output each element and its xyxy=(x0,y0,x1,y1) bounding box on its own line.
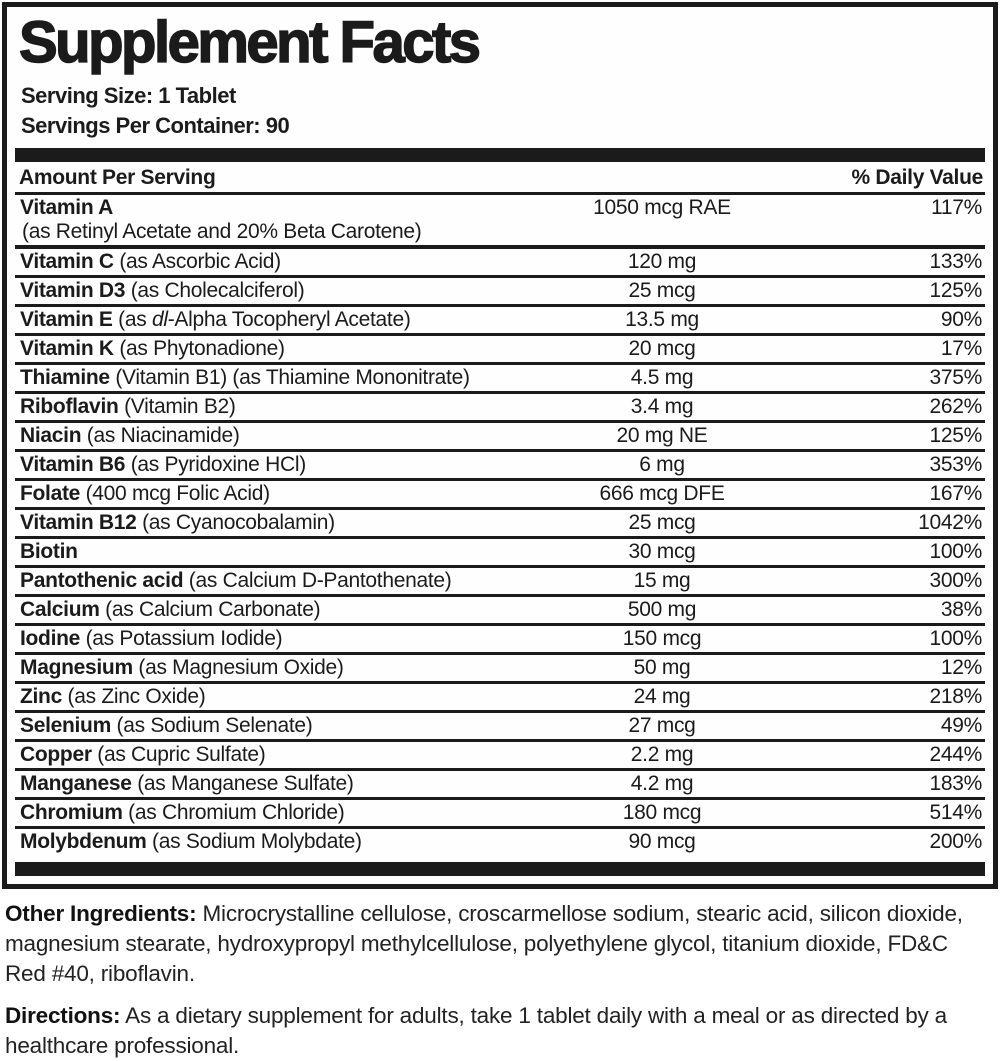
nutrient-row xyxy=(15,568,985,597)
nutrient-name: Manganese (as Manganese Sulfate) xyxy=(20,772,354,796)
nutrient-row xyxy=(15,713,985,742)
nutrient-row xyxy=(15,742,985,771)
nutrient-amount: 4.5 mg xyxy=(630,366,694,390)
nutrient-row xyxy=(15,510,985,539)
other-ingredients-text: Microcrystalline cellulose, croscarmellose sodium, stearic acid, silicon dioxide, magnesium stearate, hydroxypropyl methylcellulose, polyethylene glycol, titanium dioxide, FD&C Red #40, riboflavin. xyxy=(5,901,963,987)
other-ingredients-label: Other Ingredients: xyxy=(5,901,197,927)
nutrient-daily-value: 49% xyxy=(940,714,982,738)
nutrient-row xyxy=(15,278,985,307)
divider-thick-top xyxy=(15,148,985,162)
nutrient-daily-value: 90% xyxy=(940,308,982,332)
nutrient-row xyxy=(15,771,985,800)
nutrient-daily-value: 100% xyxy=(929,627,982,651)
nutrient-name: Copper (as Cupric Sulfate) xyxy=(20,743,266,767)
footer xyxy=(0,889,1000,1061)
directions xyxy=(5,1001,992,1061)
nutrient-daily-value: 125% xyxy=(929,424,982,448)
serving-size: Serving Size: 1 Tablet xyxy=(21,83,236,109)
nutrient-row xyxy=(15,655,985,684)
nutrient-daily-value: 375% xyxy=(929,366,982,390)
nutrient-daily-value: 125% xyxy=(929,279,982,303)
nutrient-row xyxy=(15,481,985,510)
amount-per-serving-header: Amount Per Serving xyxy=(19,166,216,190)
nutrient-amount: 15 mg xyxy=(633,569,691,593)
divider-thick-bottom xyxy=(15,862,985,876)
nutrient-name: Vitamin B12 (as Cyanocobalamin) xyxy=(20,511,335,535)
nutrient-amount: 500 mg xyxy=(627,598,697,622)
other-ingredients xyxy=(5,899,992,989)
nutrient-daily-value: 514% xyxy=(929,801,982,825)
column-header-row xyxy=(15,162,985,195)
nutrient-name: Vitamin B6 (as Pyridoxine HCl) xyxy=(20,453,306,477)
nutrient-name: Vitamin E (as dl-Alpha Tocopheryl Acetate) xyxy=(20,308,411,332)
nutrient-amount: 30 mcg xyxy=(628,540,696,564)
nutrient-rows xyxy=(15,195,985,855)
nutrient-row xyxy=(15,307,985,336)
nutrient-amount: 4.2 mg xyxy=(630,772,694,796)
nutrient-name: Selenium (as Sodium Selenate) xyxy=(20,714,313,738)
nutrient-subline: (as Retinyl Acetate and 20% Beta Carotene) xyxy=(22,220,422,244)
nutrient-daily-value: 12% xyxy=(940,656,982,680)
nutrient-daily-value: 300% xyxy=(929,569,982,593)
supplement-facts-panel xyxy=(2,2,998,889)
nutrient-daily-value: 244% xyxy=(929,743,982,767)
nutrient-daily-value: 183% xyxy=(929,772,982,796)
nutrient-name: Thiamine (Vitamin B1) (as Thiamine Mononitrate) xyxy=(20,366,470,390)
nutrient-daily-value: 353% xyxy=(929,453,982,477)
nutrient-row xyxy=(15,249,985,278)
nutrient-name: Zinc (as Zinc Oxide) xyxy=(20,685,206,709)
nutrient-name: Riboflavin (Vitamin B2) xyxy=(20,395,236,419)
nutrient-daily-value: 262% xyxy=(929,395,982,419)
nutrient-name: Vitamin K (as Phytonadione) xyxy=(20,337,285,361)
nutrient-daily-value: 218% xyxy=(929,685,982,709)
nutrient-name: Pantothenic acid (as Calcium D-Pantothenate) xyxy=(20,569,452,593)
nutrient-row xyxy=(15,336,985,365)
nutrient-name: Magnesium (as Magnesium Oxide) xyxy=(20,656,344,680)
nutrient-amount: 120 mg xyxy=(627,250,697,274)
nutrient-name: Calcium (as Calcium Carbonate) xyxy=(20,598,321,622)
nutrient-amount: 3.4 mg xyxy=(630,395,694,419)
nutrient-name: Niacin (as Niacinamide) xyxy=(20,424,240,448)
nutrient-amount: 20 mcg xyxy=(628,337,696,361)
nutrient-daily-value: 167% xyxy=(929,482,982,506)
nutrient-name: Biotin xyxy=(20,540,78,564)
nutrient-amount: 13.5 mg xyxy=(625,308,699,332)
nutrient-name: Chromium (as Chromium Chloride) xyxy=(20,801,345,825)
nutrient-amount: 1050 mcg RAE xyxy=(593,196,731,220)
nutrient-amount: 180 mcg xyxy=(622,801,702,825)
nutrient-amount: 20 mg NE xyxy=(616,424,708,448)
nutrient-row xyxy=(15,423,985,452)
nutrient-amount: 150 mcg xyxy=(622,627,702,651)
directions-text: As a dietary supplement for adults, take 1 tablet daily with a meal or as directed by a healthcare professional. xyxy=(5,1003,947,1059)
nutrient-row xyxy=(15,829,985,855)
panel-title: Supplement Facts xyxy=(19,10,479,75)
nutrient-row xyxy=(15,195,985,249)
nutrient-amount: 666 mcg DFE xyxy=(599,482,725,506)
directions-label: Directions: xyxy=(5,1003,121,1029)
nutrient-amount: 2.2 mg xyxy=(630,743,694,767)
nutrient-name: Iodine (as Potassium Iodide) xyxy=(20,627,283,651)
nutrient-amount: 24 mg xyxy=(633,685,691,709)
nutrient-amount: 90 mcg xyxy=(628,830,696,854)
nutrient-name: Vitamin A (as Retinyl Acetate and 20% Beta Carotene) xyxy=(15,196,512,244)
nutrient-row xyxy=(15,365,985,394)
nutrient-name: Folate (400 mcg Folic Acid) xyxy=(20,482,270,506)
nutrient-name: Vitamin D3 (as Cholecalciferol) xyxy=(20,279,305,303)
daily-value-header: % Daily Value xyxy=(851,166,983,190)
nutrient-row xyxy=(15,452,985,481)
nutrient-row xyxy=(15,684,985,713)
nutrient-daily-value: 17% xyxy=(940,337,982,361)
nutrient-name: Molybdenum (as Sodium Molybdate) xyxy=(20,830,362,854)
nutrient-amount: 25 mcg xyxy=(628,511,696,535)
nutrient-amount: 50 mg xyxy=(633,656,691,680)
nutrient-amount: 27 mcg xyxy=(628,714,696,738)
nutrient-daily-value: 38% xyxy=(940,598,982,622)
nutrient-daily-value: 1042% xyxy=(918,511,982,535)
nutrient-daily-value: 133% xyxy=(929,250,982,274)
nutrient-daily-value: 117% xyxy=(931,196,982,220)
nutrient-row xyxy=(15,394,985,423)
nutrient-row xyxy=(15,597,985,626)
nutrient-row xyxy=(15,800,985,829)
nutrient-daily-value: 100% xyxy=(929,540,982,564)
nutrient-daily-value: 200% xyxy=(929,830,982,854)
nutrient-row xyxy=(15,626,985,655)
servings-per-container: Servings Per Container: 90 xyxy=(21,113,290,139)
nutrient-amount: 6 mg xyxy=(639,453,685,477)
nutrient-row xyxy=(15,539,985,568)
nutrient-name: Vitamin C (as Ascorbic Acid) xyxy=(20,250,281,274)
nutrient-amount: 25 mcg xyxy=(628,279,696,303)
